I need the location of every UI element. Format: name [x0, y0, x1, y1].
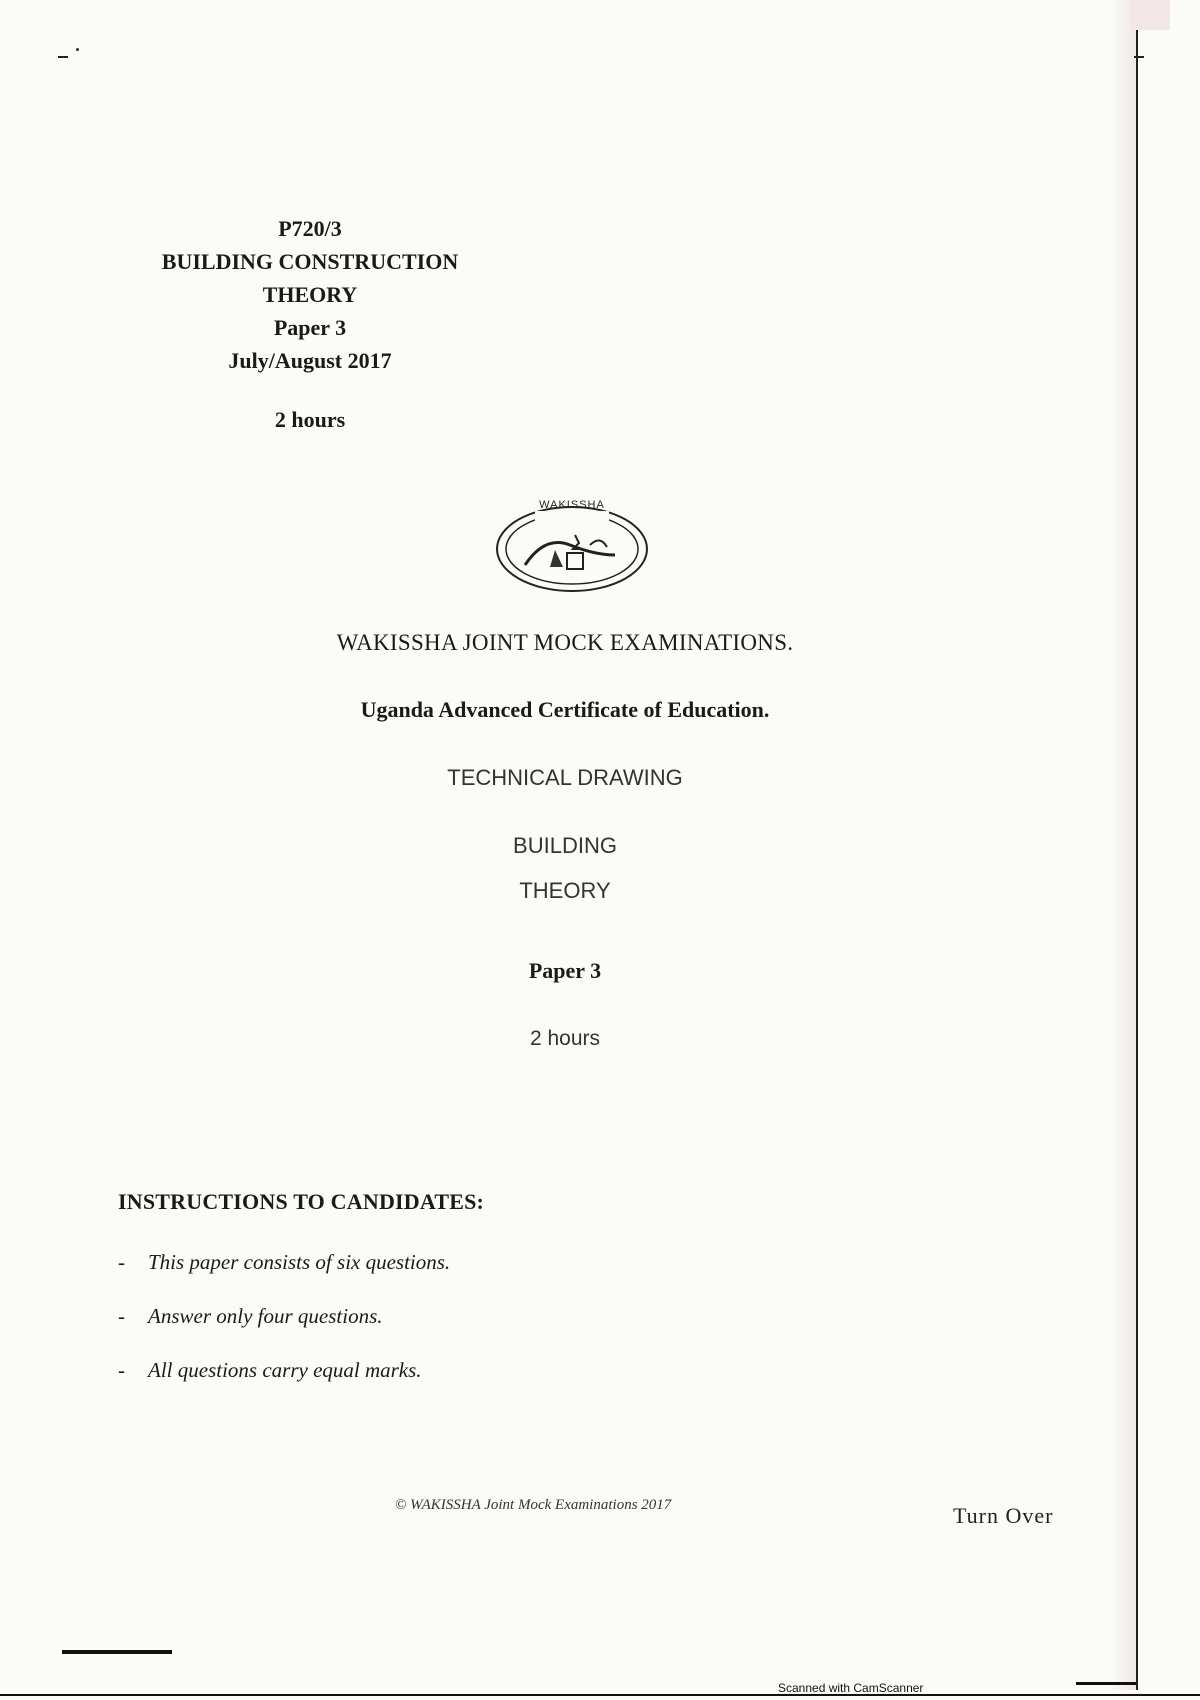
paper-date: July/August 2017	[228, 348, 392, 373]
paper-number: Paper 3	[273, 315, 347, 340]
subject-theory: THEORY	[519, 878, 611, 903]
paper-header	[140, 212, 480, 436]
certificate-title: Uganda Advanced Certificate of Education.	[360, 697, 770, 722]
paper-duration: 2 hours	[274, 407, 346, 432]
scan-border	[62, 1650, 172, 1654]
paper-subject: BUILDING CONSTRUCTION	[161, 249, 459, 274]
instruction-text: All questions carry equal marks.	[148, 1357, 422, 1382]
dash-bullet: -	[118, 1249, 125, 1274]
page-corner	[1130, 0, 1170, 30]
dash-bullet: -	[118, 1357, 125, 1382]
turn-over-label: Turn Over	[953, 1503, 1054, 1528]
instruction-text: This paper consists of six questions.	[148, 1249, 451, 1274]
logo-text: WAKISSHA	[539, 499, 605, 511]
page-right-edge	[1136, 0, 1138, 1690]
list-item	[118, 1343, 450, 1397]
paper-subtitle: THEORY	[262, 282, 358, 307]
paper-label: Paper 3	[528, 958, 602, 983]
scanner-watermark: Scanned with CamScanner	[778, 1681, 924, 1695]
scan-mark	[1134, 56, 1144, 58]
exam-organisation-title: WAKISSHA JOINT MOCK EXAMINATIONS.	[336, 630, 794, 655]
instruction-text: Answer only four questions.	[148, 1303, 383, 1328]
dash-bullet: -	[118, 1303, 125, 1328]
duration-label: 2 hours	[529, 1027, 601, 1050]
copyright-notice: © WAKISSHA Joint Mock Examinations 2017	[395, 1497, 672, 1513]
instructions-heading: INSTRUCTIONS TO CANDIDATES:	[118, 1189, 485, 1214]
list-item	[118, 1235, 450, 1289]
scan-mark	[76, 48, 79, 51]
wakissha-seal-logo	[495, 505, 649, 593]
scan-border	[1076, 1682, 1136, 1685]
instructions-list	[118, 1235, 450, 1397]
list-item	[118, 1289, 450, 1343]
paper-code: P720/3	[278, 216, 342, 241]
scan-border	[0, 1694, 1200, 1696]
scan-mark	[58, 56, 68, 58]
subject-title: TECHNICAL DRAWING	[447, 765, 683, 790]
subject-building: BUILDING	[513, 833, 617, 858]
